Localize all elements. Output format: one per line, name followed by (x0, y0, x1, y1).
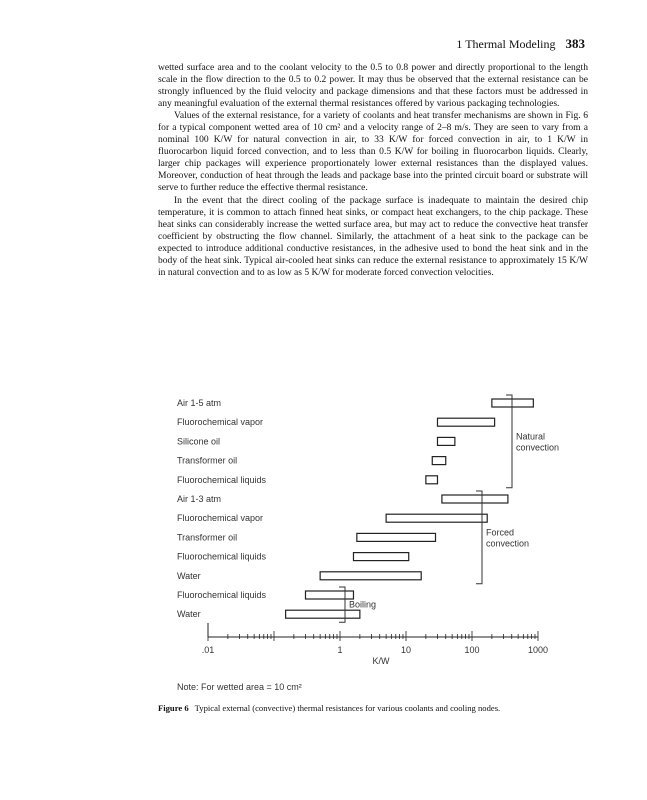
figure-6 (150, 386, 570, 716)
row-label: Fluorochemical vapor (177, 417, 264, 428)
x-tick-label: 10 (400, 645, 412, 655)
group-bracket (476, 491, 482, 584)
x-tick-label: 1000 (527, 645, 549, 655)
range-bar (357, 533, 436, 541)
row-label: Fluorochemical vapor (177, 513, 264, 524)
running-header (456, 36, 585, 52)
group-label: convection (486, 538, 530, 549)
row-label: Transformer oil (177, 532, 238, 543)
group-label: Boiling (349, 599, 377, 610)
range-bar (437, 418, 494, 426)
range-bar (437, 437, 454, 445)
range-bar (286, 610, 360, 618)
row-label: Fluorochemical liquids (177, 551, 267, 562)
caption-label: Figure 6 (158, 703, 189, 713)
figure-note: Note: For wetted area = 10 cm² (177, 682, 302, 692)
row-label: Fluorochemical liquids (177, 474, 267, 485)
x-axis-label: K/W (372, 656, 390, 666)
row-label: Water (177, 609, 201, 620)
body-text (158, 62, 588, 279)
row-label: Air 1-5 atm (177, 398, 222, 408)
range-bar (426, 476, 438, 484)
range-bar-chart (150, 386, 570, 716)
page-number: 383 (565, 36, 585, 51)
figure-caption (158, 703, 598, 713)
range-bar (353, 553, 408, 561)
row-label: Transformer oil (177, 455, 238, 466)
range-bar (492, 399, 533, 407)
group-bracket (506, 395, 512, 488)
row-label: Water (177, 570, 201, 581)
paragraph: In the event that the direct cooling of the package surface is inadequate to maintain the desired chip temperature, it is common to attach finned heat sinks, or compact heat exchangers, to the chip package. These heat sinks can considerably increase the wetted surface area, but may act to reduce the convective heat transfer coefficient by obstructing the flow channel. Similarly, the attachment of a heat sink to the package can be expected to introduce additional conductive resistances, in the adhesive used to bond the heat sink and in the body of the heat sink. Typical air-cooled heat sinks can reduce the external resistance to approximately 15 K/W in natural convection and to as low as 5 K/W for moderate forced convection velocities. (158, 194, 588, 278)
x-tick-label: .01 (201, 645, 215, 655)
range-bar (320, 572, 421, 580)
chapter-title: 1 Thermal Modeling (456, 37, 556, 51)
range-bar (386, 514, 487, 522)
range-bar (442, 495, 508, 503)
paragraph: wetted surface area and to the coolant velocity to the 0.5 to 0.8 power and directly proportional to the length scale in the flow direction to the 0.5 to 0.2 power. It may thus be observed that the external resistance can be strongly influenced by the fluid velocity and package dimensions and that these factors must be addressed in any meaningful evaluation of the external thermal resistances offered by various packaging technologies. (158, 62, 588, 110)
group-label: convection (516, 442, 560, 453)
range-bar (432, 457, 445, 465)
x-tick-label: 1 (337, 645, 343, 655)
row-label: Fluorochemical liquids (177, 590, 267, 600)
group-label: Natural (516, 431, 546, 442)
caption-text: Typical external (convective) thermal resistances for various coolants and cooling nodes. (194, 703, 501, 713)
x-tick-label: 100 (464, 645, 480, 655)
paragraph: Values of the external resistance, for a variety of coolants and heat transfer mechanisms are shown in Fig. 6 for a typical component wetted area of 10 cm² and a velocity range of 2–8 m/s. They are seen to vary from a nominal 100 K/W for natural convection in air, to 33 K/W for forced convection in air, to 1 K/W in fluorocarbon liquid forced convection, and to less than 0.5 K/W for boiling in fluorocarbon liquids. Clearly, larger chip packages will experience proportionately lower external resistances than the displayed values. Moreover, conduction of heat through the leads and package base into the printed circuit board or substrate will serve to further reduce the effective thermal resistance. (158, 110, 588, 194)
group-label: Forced (486, 527, 515, 538)
row-label: Air 1-3 atm (177, 494, 222, 504)
range-bar (305, 591, 353, 599)
row-label: Silicone oil (177, 436, 221, 447)
